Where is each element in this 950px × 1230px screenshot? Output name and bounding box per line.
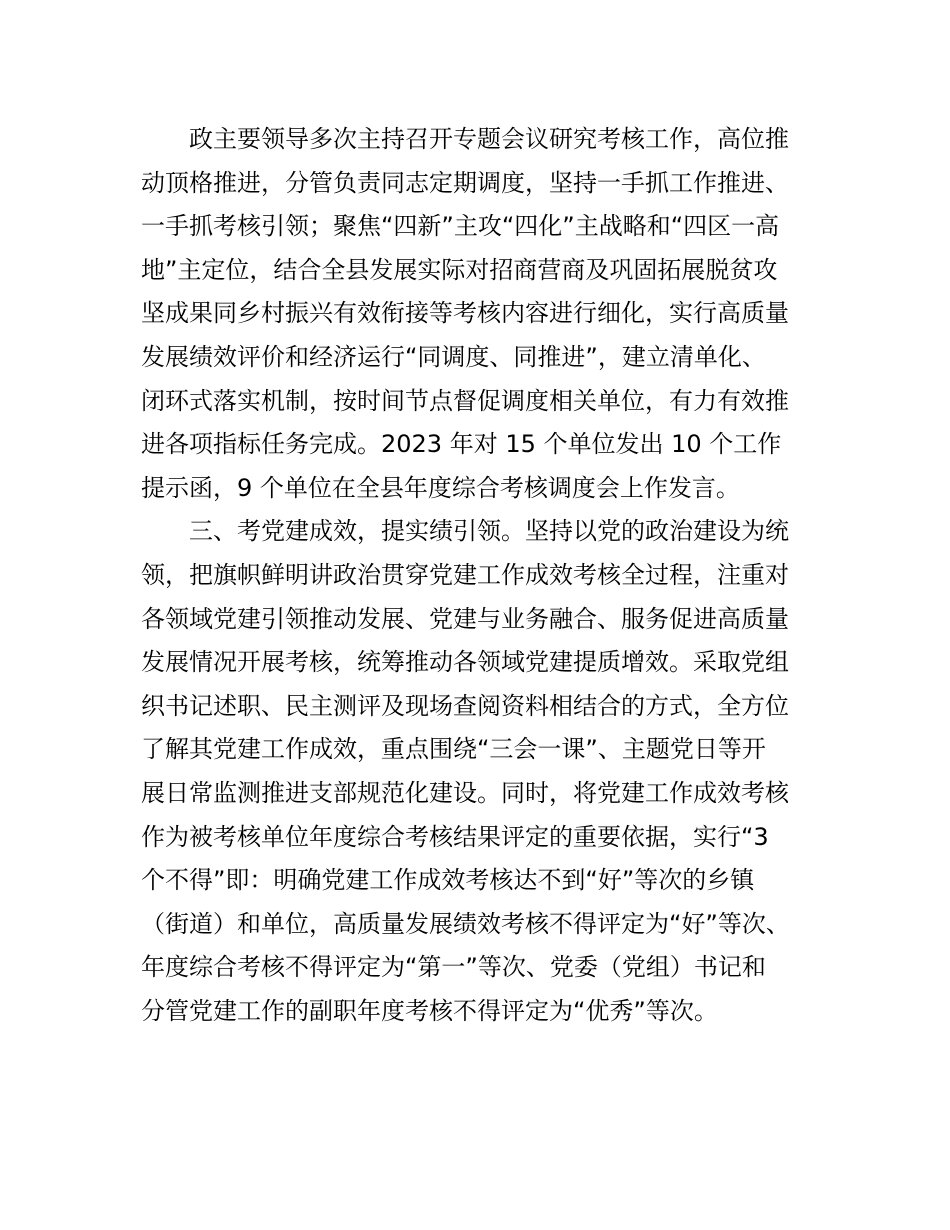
text-line: 织书记述职、民主测评及现场查阅资料相结合的方式，全方位 [141,691,789,720]
text-line: （街道）和单位，高质量发展绩效考核不得评定为“好”等次、 [141,909,790,938]
text-line: 提示函，9 个单位在全县年度综合考核调度会上作发言。 [141,473,740,502]
paragraph-2 [141,510,813,1033]
text-line: 年度综合考核不得评定为“第一”等次、党委（党组）书记和 [141,953,766,982]
text-line: 个不得”即：明确党建工作成效考核达不到“好”等次的乡镇 [141,866,755,895]
text-line: 发展绩效评价和经济运行“同调度、同推进”，建立清单化、 [141,342,766,371]
text-line: 展日常监测推进支部规范化建设。同时，将党建工作成效考核 [141,778,789,807]
text-line: 三、考党建成效，提实绩引领。坚持以党的政治建设为统 [189,517,789,546]
text-line: 政主要领导多次主持召开专题会议研究考核工作，高位推 [189,125,789,153]
text-line: 各领域党建引领推动发展、党建与业务融合、服务促进高质量 [141,604,789,633]
text-line: 动顶格推进，分管负责同志定期调度，坚持一手抓工作推进、 [141,168,789,197]
text-line: 坚成果同乡村振兴有效衔接等考核内容进行细化，实行高质量 [141,299,789,328]
text-line: 了解其党建工作成效，重点围绕“三会一课”、主题党日等开 [141,735,766,764]
text-line: 领，把旗帜鲜明讲政治贯穿党建工作成效考核全过程，注重对 [141,560,789,589]
text-line: 地”主定位，结合全县发展实际对招商营商及巩固拓展脱贫攻 [141,255,778,284]
text-line: 分管党建工作的副职年度考核不得评定为“优秀”等次。 [141,996,718,1025]
document-body [141,118,813,1033]
text-line: 发展情况开展考核，统筹推动各领域党建提质增效。采取党组 [141,648,789,677]
text-line: 进各项指标任务完成。2023 年对 15 个单位发出 10 个工作 [141,430,782,459]
text-line: 作为被考核单位年度综合考核结果评定的重要依据，实行“3 [141,822,769,851]
text-line: 闭环式落实机制，按时间节点督促调度相关单位，有力有效推 [141,386,789,415]
text-line: 一手抓考核引领；聚焦“四新”主攻“四化”主战略和“四区一高 [141,212,780,241]
paragraph-1 [141,118,813,510]
